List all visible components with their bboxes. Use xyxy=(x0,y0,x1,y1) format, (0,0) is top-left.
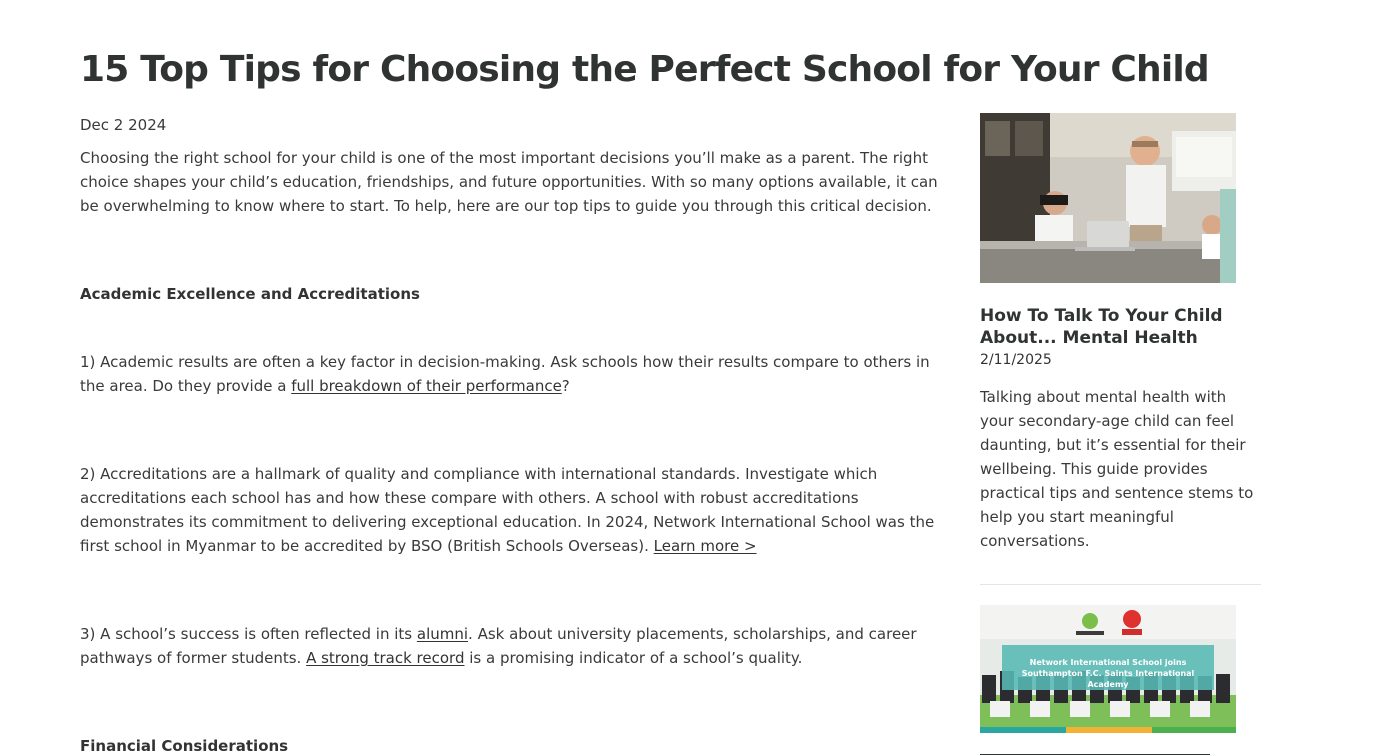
card-divider xyxy=(980,584,1261,585)
news-banner-line-1: Network International School joins xyxy=(1029,658,1187,667)
track-record-link[interactable]: A strong track record xyxy=(306,649,465,667)
page-title: 15 Top Tips for Choosing the Perfect School for Your Child xyxy=(80,49,1209,90)
related-article-excerpt: Talking about mental health with your secondary-age child can feel daunting, but it’s essential for their wellbeing. This guide provides practical tips and sentence stems to help you start meaningful conversations. xyxy=(980,388,1254,550)
next-related-article-title[interactable] xyxy=(980,748,1262,755)
tip-3-text-middle: . Ask about university placements, scholarships, and career pathways of former students. xyxy=(80,625,917,667)
tip-1-text-end: ? xyxy=(561,377,570,395)
classroom-photo-icon[interactable] xyxy=(980,113,1236,283)
learn-more-link[interactable]: Learn more > xyxy=(653,537,757,555)
tip-2-text: 2) Accreditations are a hallmark of quality and compliance with international standards. Investigate which accreditations each school has and how these compare with others. A school with robust accreditations demonstrates its commitment to delivering exceptional education. In 2024, Network International School was the first school in Myanmar to be accredited by BSO (British Schools Overseas). xyxy=(80,465,935,555)
tip-1 xyxy=(80,350,940,398)
section-heading-financial: Financial Considerations xyxy=(80,737,289,755)
related-article-date: 2/11/2025 xyxy=(980,352,1052,368)
performance-breakdown-link[interactable]: full breakdown of their performance xyxy=(291,377,562,395)
section-heading-academic: Academic Excellence and Accreditations xyxy=(80,285,420,303)
tip-3 xyxy=(80,622,940,670)
article-body xyxy=(80,113,940,755)
article-date: Dec 2 2024 xyxy=(80,116,167,134)
tip-1-text: 1) Academic results are often a key factor in decision-making. Ask schools how their results compare to others in the area. Do they provide a xyxy=(80,353,930,395)
alumni-link[interactable]: alumni xyxy=(416,625,469,643)
news-banner-line-2: Southampton F.C. Saints International Academy xyxy=(1021,669,1195,689)
related-articles-sidebar xyxy=(980,113,1262,733)
tip-2 xyxy=(80,462,940,558)
football-team-photo-icon[interactable] xyxy=(980,605,1236,733)
article-intro: Choosing the right school for your child is one of the most important decisions you’ll make as a parent. The right choice shapes your child’s education, friendships, and future opportunities. With so many options available, it can be overwhelming to know where to start. To help, here are our top tips to guide you through this critical decision. xyxy=(80,149,938,215)
related-article-card[interactable] xyxy=(980,113,1262,553)
tip-3-text-end: is a promising indicator of a school’s quality. xyxy=(464,649,803,667)
related-article-title[interactable]: How To Talk To Your Child About... Mental Health xyxy=(980,306,1223,348)
tip-3-text: 3) A school’s success is often reflected in its xyxy=(80,625,417,643)
news-banner xyxy=(1002,645,1214,690)
